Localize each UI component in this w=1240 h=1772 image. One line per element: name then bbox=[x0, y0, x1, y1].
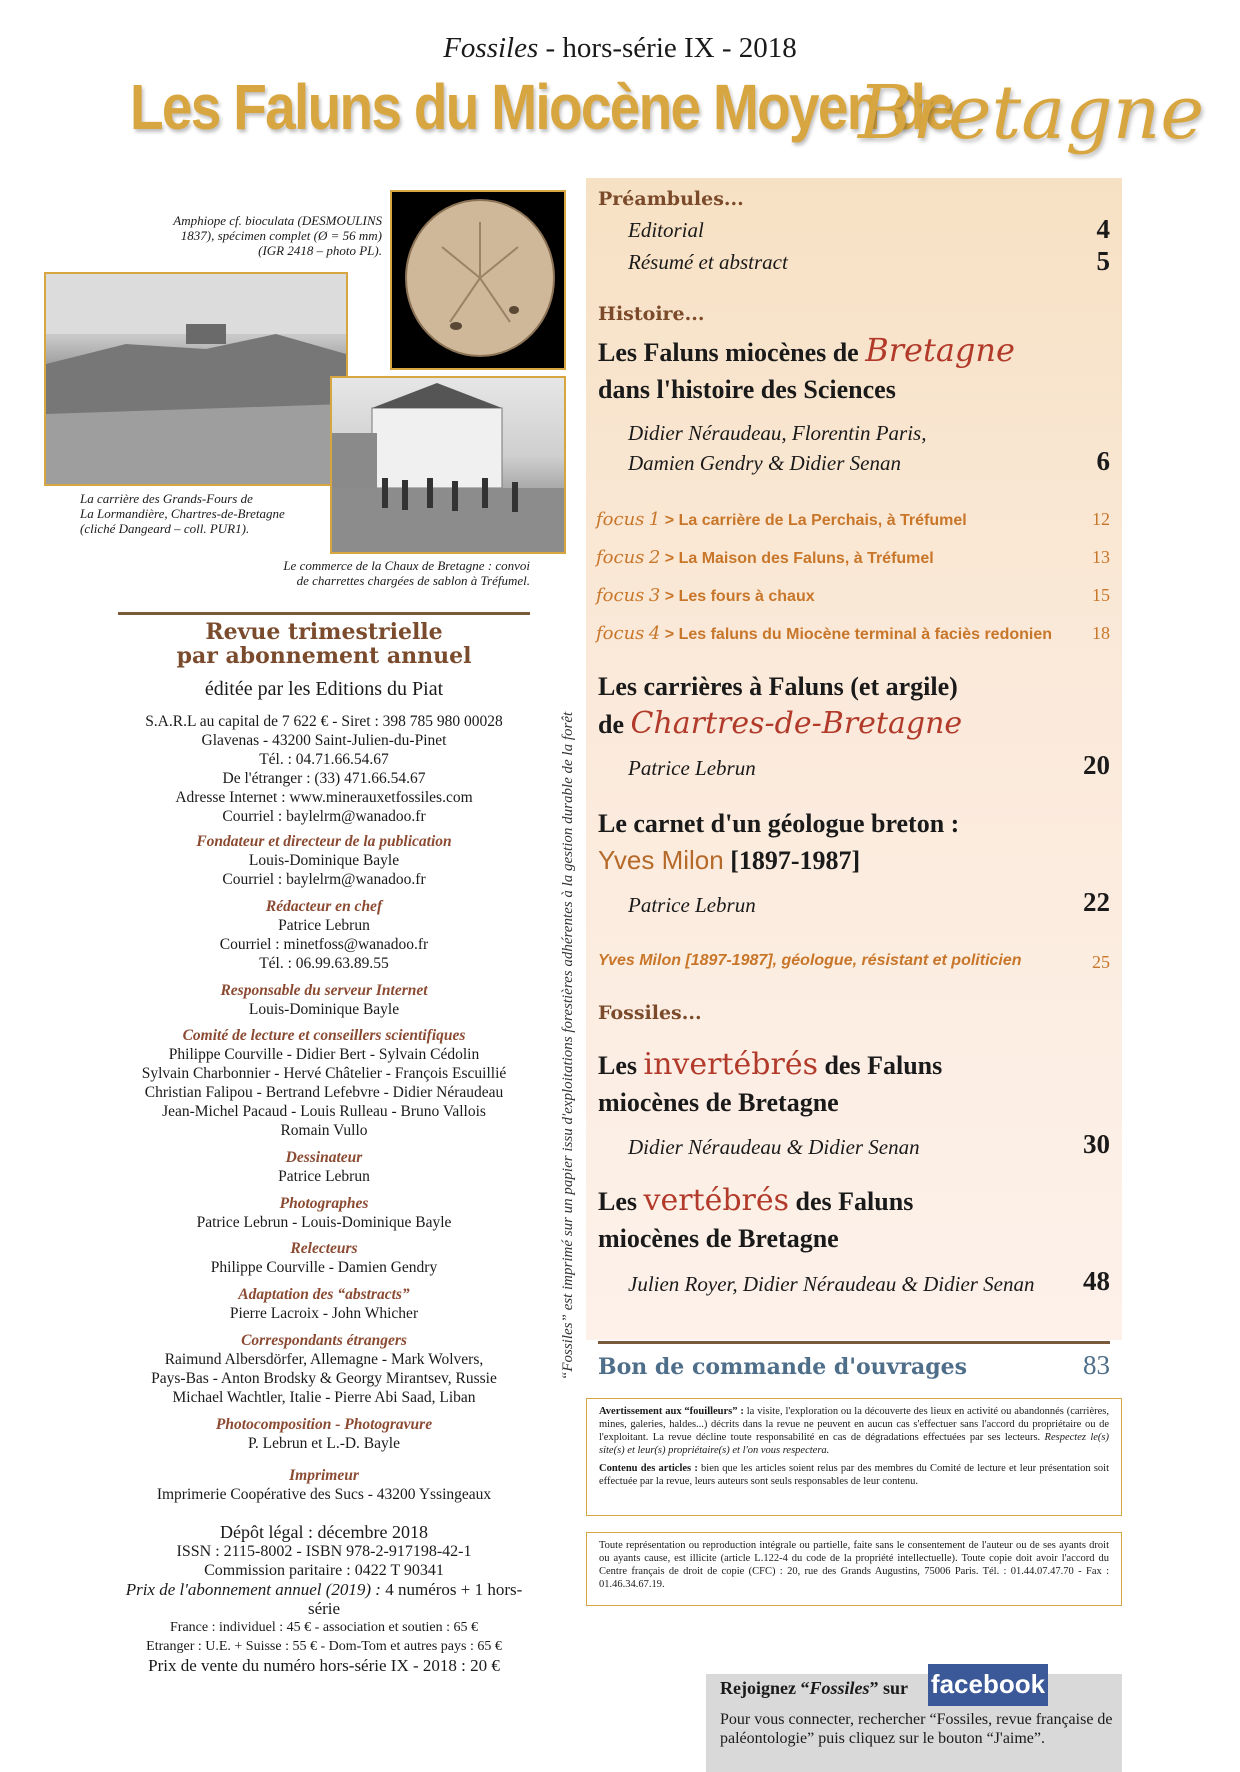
order-form-page: 83 bbox=[1083, 1350, 1110, 1380]
main-title: Les Faluns du Miocène Moyen de bbox=[130, 71, 954, 143]
article-carnet-page: 22 bbox=[1083, 887, 1110, 917]
photocomp-block: Photocomposition - Photogravure P. Lebrun et L.-D. Bayle bbox=[215, 1416, 433, 1452]
milon-item: Yves Milon [1897-1987], géologue, résistant et politicien bbox=[598, 952, 1022, 969]
series-line: Fossiles - hors-série IX - 2018 bbox=[443, 32, 797, 64]
founder-block: Fondateur et directeur de la publication Louis-Dominique Bayle Courriel : baylelrm@wanadoo.fr bbox=[196, 833, 452, 888]
quarry-caption: La carrière des Grands-Fours de La Lormandière, Chartres-de-Bretagne (cliché Dangeard – coll. PUR1). bbox=[80, 491, 285, 536]
quarry-image bbox=[46, 274, 346, 484]
editor-block: Rédacteur en chef Patrice Lebrun Courriel : minetfoss@wanadoo.fr Tél. : 06.99.63.89.55 bbox=[219, 898, 429, 972]
focus-2: focus 2 > La Maison des Faluns, à Tréfumel bbox=[596, 547, 934, 568]
warning-text: Avertissement aux “fouilleurs” : la visite, l'exploration ou la découverte des lieux en activité ou abandonnés (carrières, mines, galeries, haldes...) décrits dans la revue ne peuvent en aucun cas s'effectuer sans l'accord du propriétaire ou de l'exploitant. La revue décline toute responsabilité en cas de dégradations effectuées par ses lecteurs. Respectez le(s) site(s) et leur(s) propriétaire(s) et l'on vous respectera. bbox=[599, 1406, 1109, 1456]
paper-note: “Fossiles” est imprimé sur un papier issu d'exploitations forestières adhérentes à la gestion durable de la forêt bbox=[560, 711, 576, 1380]
web-block: Responsable du serveur Internet Louis-Dominique Bayle bbox=[220, 982, 428, 1018]
legal-block: Dépôt légal : décembre 2018 ISSN : 2115-8002 - ISBN 978-2-917198-42-1 Commission paritaire : 0422 T 90341 Prix de l'abonnement annuel (2019) : 4 numéros + 1 hors-série France : individuel : 45 € - association et soutien : 65 € Etranger : U.E. + Suisse : 55 € - Dom-Tom et autres pays : 65 € Prix de vente du numéro hors-série IX - 2018 : 20 € bbox=[125, 1522, 523, 1675]
proofreaders-block: Relecteurs Philippe Courville - Damien Gendry bbox=[210, 1240, 438, 1276]
facebook-join: Rejoignez “Fossiles” sur bbox=[720, 1678, 909, 1698]
shop-photo bbox=[330, 376, 566, 554]
article-carrieres-page: 20 bbox=[1083, 750, 1110, 780]
article-carrieres: Les carrières à Faluns (et argile) de Chartres-de-Bretagne bbox=[598, 672, 963, 741]
article-histoire-authors: Didier Néraudeau, Florentin Paris, Damien Gendry & Didier Senan bbox=[628, 421, 927, 475]
article-histoire-page: 6 bbox=[1096, 446, 1110, 476]
focus-4-page: 18 bbox=[1092, 623, 1110, 643]
copyright-box: Toute représentation ou reproduction intégrale ou partielle, faite sans le consentement de l'auteur ou de ses ayants droit ou ayants cause, est illicite (article L.122-4 du code de la propriété intellectuelle). Toute copie doit avoir l'accord du Centre français de droit de copie (CFC) : 20, rue des Grands Augustins, 75006 Paris. Tél. : 01.44.07.47.70 - Fax : 01.46.34.67.19. bbox=[586, 1532, 1122, 1606]
article-histoire: Les Faluns miocènes de Bretagne dans l'histoire des Sciences bbox=[598, 331, 1015, 404]
abstracts-block: Adaptation des “abstracts” Pierre Lacroix - John Whicher bbox=[229, 1286, 419, 1322]
article-carrieres-author: Patrice Lebrun bbox=[628, 756, 756, 780]
focus-4: focus 4 > Les faluns du Miocène terminal à faciès redonien bbox=[596, 623, 1053, 644]
toc-editorial: Editorial bbox=[628, 218, 704, 242]
main-title-script: Bretagne bbox=[858, 70, 1205, 156]
focus-3-page: 15 bbox=[1092, 585, 1110, 605]
focus-1: focus 1 > La carrière de La Perchais, à Tréfumel bbox=[596, 509, 967, 530]
article-carnet-author: Patrice Lebrun bbox=[628, 893, 756, 917]
photographers-block: Photographes Patrice Lebrun - Louis-Dominique Bayle bbox=[196, 1195, 452, 1231]
printer-block: Imprimeur Imprimerie Coopérative des Sucs - 43200 Yssingeaux bbox=[156, 1467, 492, 1503]
drawer-block: Dessinateur Patrice Lebrun bbox=[278, 1149, 370, 1185]
article-invertebres-authors: Didier Néraudeau & Didier Senan bbox=[628, 1135, 920, 1159]
toc-editorial-page: 4 bbox=[1096, 214, 1110, 244]
toc-resume: Résumé et abstract bbox=[628, 250, 788, 274]
shop-caption: Le commerce de la Chaux de Bretagne : convoi de charrettes chargées de sablon à Tréfumel. bbox=[283, 558, 530, 588]
article-carnet: Le carnet d'un géologue breton : Yves Milon [1897-1987] bbox=[598, 809, 960, 875]
facebook-help: Pour vous connecter, rechercher “Fossiles, revue française de paléontologie” puis cliquez sur le bouton “J'aime”. bbox=[720, 1711, 1113, 1747]
toc-resume-page: 5 bbox=[1096, 246, 1110, 276]
committee-block: Comité de lecture et conseillers scientifiques Philippe Courville - Didier Bert - Sylvain Cédolin Sylvain Charbonnier - Hervé Châtelier - François Escuillié Christian Falipou - Bertrand Lefebvre - Didier Néraudeau Jean-Michel Pacaud - Louis Rulleau - Bruno Vallois Romain Vullo bbox=[141, 1027, 507, 1139]
publisher: éditée par les Editions du Piat bbox=[204, 678, 444, 700]
section-fossiles: Fossiles... bbox=[598, 1002, 702, 1024]
milon-item-page: 25 bbox=[1092, 952, 1110, 972]
order-form: Bon de commande d'ouvrages bbox=[598, 1354, 968, 1380]
article-vertebres-authors: Julien Royer, Didier Néraudeau & Didier Senan bbox=[628, 1272, 1035, 1296]
urchin-photo bbox=[390, 190, 566, 370]
facebook-logo[interactable]: facebook bbox=[928, 1664, 1048, 1706]
focus-3: focus 3 > Les fours à chaux bbox=[596, 585, 815, 606]
masthead-rule bbox=[118, 612, 530, 615]
urchin-caption: Amphiope cf. bioculata (DESMOULINS 1837), spécimen complet (Ø = 56 mm) (IGR 2418 – photo PL). bbox=[173, 213, 382, 258]
article-invertebres-page: 30 bbox=[1083, 1129, 1110, 1159]
section-histoire: Histoire... bbox=[598, 303, 705, 325]
shop-image bbox=[332, 378, 564, 552]
article-vertebres: Les vertébrés des Faluns miocènes de Bretagne bbox=[598, 1183, 914, 1253]
section-preambules: Préambules... bbox=[598, 188, 744, 210]
masthead-title: Revue trimestrielle par abonnement annuel bbox=[176, 619, 472, 669]
foreign-block: Correspondants étrangers Raimund Albersdörfer, Allemagne - Mark Wolvers, Pays-Bas - Anton Brodsky & Georgy Mirantsev, Russie Michael Wachtler, Italie - Pierre Abi Saad, Liban bbox=[151, 1332, 497, 1406]
focus-1-page: 12 bbox=[1092, 509, 1110, 529]
content-text: Contenu des articles : bien que les articles soient relus par des membres du Comité de lecture et leur présentation soit effectuée par la revue, leurs auteurs sont seuls responsables de leur contenu. bbox=[599, 1463, 1109, 1487]
quarry-photo bbox=[44, 272, 348, 486]
order-rule bbox=[598, 1341, 1110, 1344]
address-block: S.A.R.L au capital de 7 622 € - Siret : 398 785 980 00028 Glavenas - 43200 Saint-Julien-du-Pinet Tél. : 04.71.66.54.67 De l'étranger : (33) 471.66.54.67 Adresse Internet : www.minerauxetfossiles.com Courriel : baylelrm@wanadoo.fr bbox=[145, 713, 503, 825]
warning-box bbox=[586, 1398, 1122, 1516]
article-vertebres-page: 48 bbox=[1083, 1266, 1110, 1296]
sand-dollar-image bbox=[392, 192, 564, 368]
focus-2-page: 13 bbox=[1092, 547, 1110, 567]
article-invertebres: Les invertébrés des Faluns miocènes de Bretagne bbox=[598, 1047, 943, 1117]
